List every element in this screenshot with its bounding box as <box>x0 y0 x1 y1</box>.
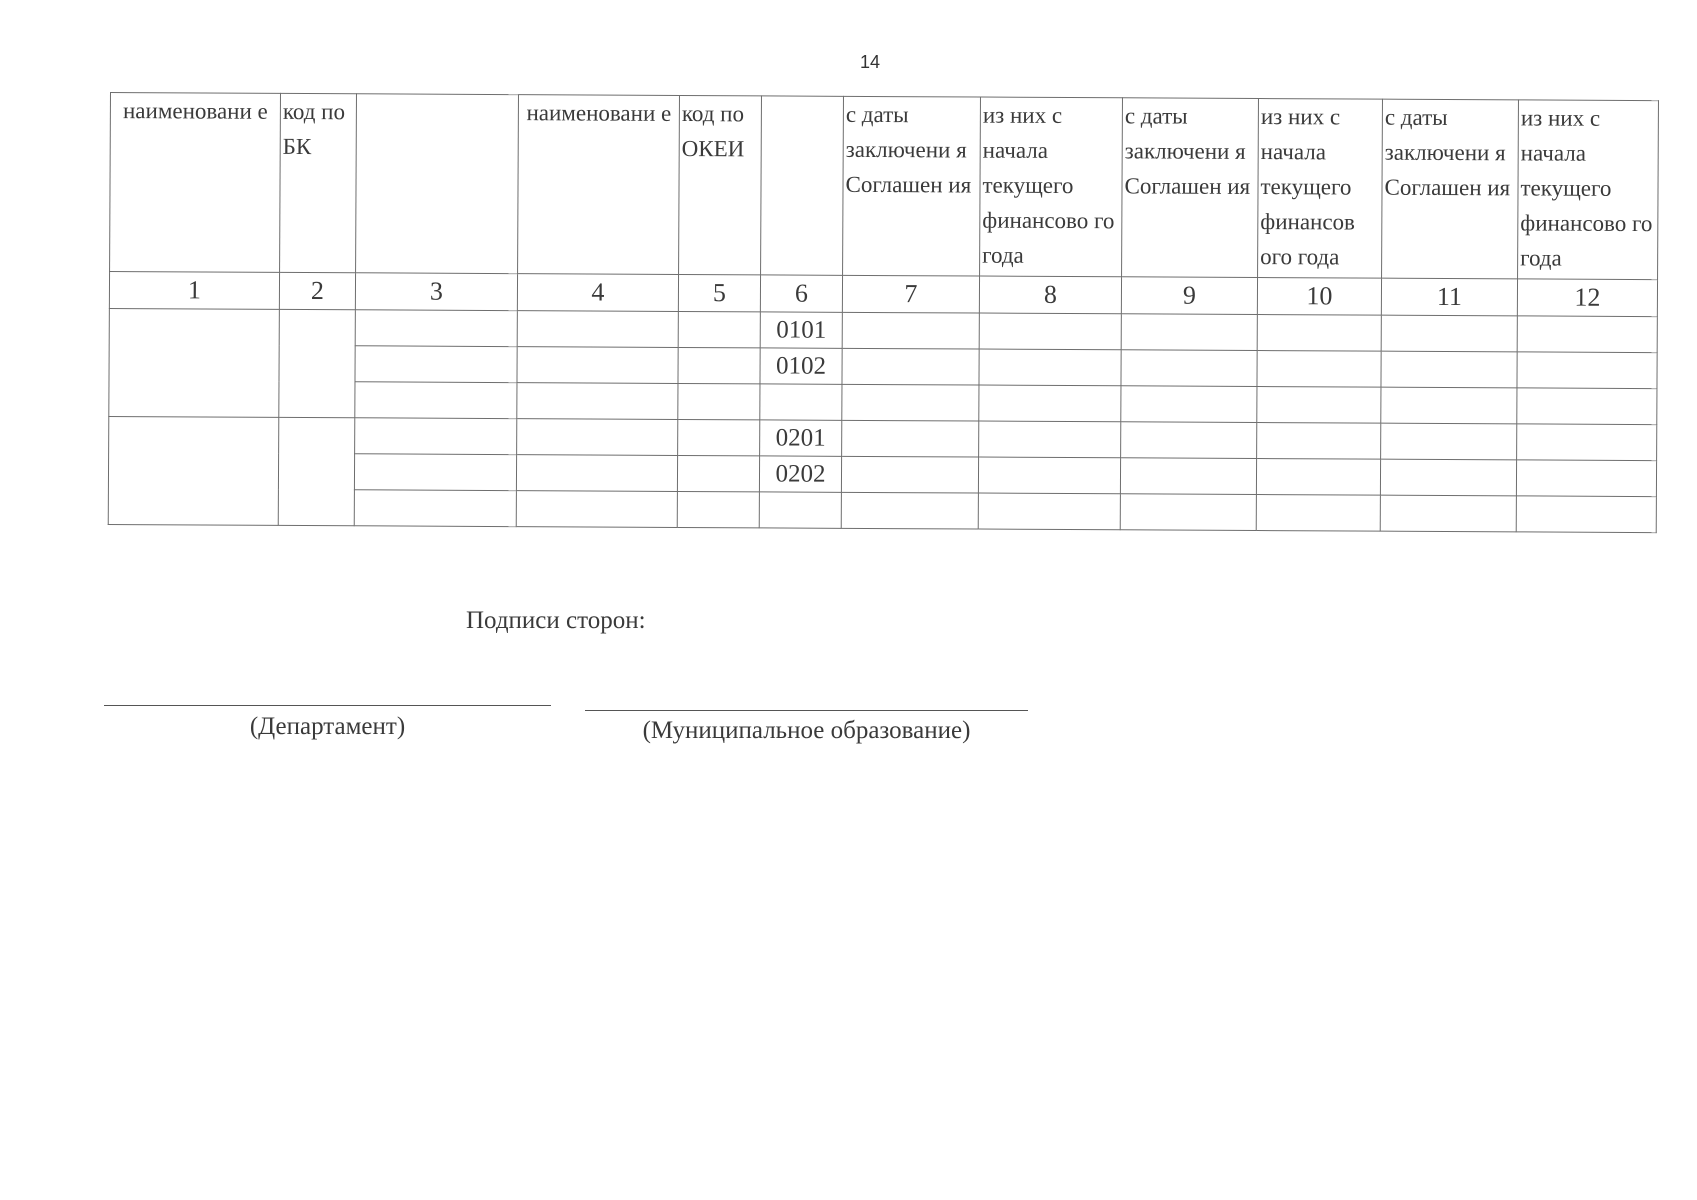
column-number: 12 <box>1517 279 1657 317</box>
table-cell <box>1517 316 1657 353</box>
municipality-signature-line <box>585 710 1028 711</box>
table-cell <box>841 492 978 529</box>
table-cell <box>1380 459 1516 496</box>
table-cell <box>678 419 760 455</box>
table-cell <box>1381 387 1517 424</box>
column-number: 7 <box>842 275 979 313</box>
header-cell: код по БК <box>280 93 357 272</box>
table-cell <box>109 308 280 417</box>
column-number: 3 <box>355 273 517 311</box>
table-cell <box>278 417 355 525</box>
table-cell <box>979 313 1121 350</box>
report-table <box>108 92 1659 533</box>
row-code-cell <box>759 492 841 528</box>
table-row <box>109 308 1657 352</box>
table-cell <box>841 456 978 493</box>
table-cell <box>842 348 979 385</box>
signatures-label: Подписи сторон: <box>466 607 646 634</box>
table-cell <box>1120 494 1256 531</box>
table-cell <box>1121 350 1257 387</box>
row-code-cell: 0201 <box>760 420 842 456</box>
table-cell <box>678 347 760 383</box>
table-cell <box>678 311 760 347</box>
table-cell <box>842 312 979 349</box>
table-cell <box>1380 495 1516 532</box>
table-cell <box>979 385 1121 422</box>
header-cell: наименовани е <box>518 95 680 275</box>
header-cell <box>356 94 519 274</box>
header-cell: из них с начала текущего финансово го года <box>1518 100 1659 280</box>
header-cell: с даты заключени я Соглашен ия <box>843 96 981 276</box>
table-cell <box>516 491 677 528</box>
table-cell <box>1381 423 1517 460</box>
column-number: 4 <box>517 274 678 312</box>
table-cell <box>1516 496 1656 533</box>
header-cell: из них с начала текущего финансово го года <box>980 97 1123 277</box>
table-cell <box>1256 495 1380 532</box>
table-cell <box>842 420 979 457</box>
table-row <box>109 416 1657 460</box>
municipality-caption: (Муниципальное образование) <box>642 717 971 744</box>
header-cell: из них с начала текущего финансов ого года <box>1258 99 1383 279</box>
row-code-cell: 0101 <box>760 312 842 348</box>
table-cell <box>842 384 979 421</box>
header-cell: с даты заключени я Соглашен ия <box>1382 99 1519 279</box>
table-cell <box>1257 387 1381 424</box>
table-cell <box>1257 423 1381 460</box>
table-cell <box>678 383 760 419</box>
table-cell <box>1121 386 1257 423</box>
table-cell <box>279 309 356 417</box>
table-cell <box>108 416 279 525</box>
column-number: 9 <box>1121 277 1257 315</box>
column-number: 2 <box>279 272 355 309</box>
table-cell <box>517 383 678 420</box>
table-cell <box>1121 314 1257 351</box>
table-cell <box>1517 388 1657 425</box>
table-cell <box>979 421 1121 458</box>
table-cell <box>978 493 1120 530</box>
row-code-cell: 0202 <box>759 456 841 492</box>
table-cell <box>1381 315 1517 352</box>
table-cell <box>1381 351 1517 388</box>
column-number: 6 <box>760 275 842 312</box>
table-cell <box>677 491 759 527</box>
table-cell <box>517 419 678 456</box>
header-cell: код по ОКЕИ <box>679 95 762 274</box>
table-cell <box>677 455 759 491</box>
table-cell <box>516 455 677 492</box>
table-cell <box>355 382 517 419</box>
table-cell <box>355 418 517 455</box>
row-code-cell: 0102 <box>760 348 842 384</box>
department-caption: (Департамент) <box>249 713 406 740</box>
table-cell <box>1516 460 1656 497</box>
table-cell <box>354 490 516 527</box>
table-cell <box>979 349 1121 386</box>
column-number: 11 <box>1381 278 1517 316</box>
table-cell <box>354 454 516 491</box>
table-cell <box>1517 424 1657 461</box>
row-code-cell <box>760 384 842 420</box>
header-cell: с даты заключени я Соглашен ия <box>1122 98 1259 278</box>
column-number: 8 <box>979 276 1121 314</box>
table-cell <box>1256 459 1380 496</box>
table-cell <box>1517 352 1657 389</box>
table-cell <box>517 311 678 348</box>
table-cell <box>1121 422 1257 459</box>
column-number: 10 <box>1257 278 1381 316</box>
table-cell <box>517 347 678 384</box>
table-cell <box>1120 458 1256 495</box>
table-header-row <box>110 93 1659 280</box>
table-cell <box>1257 315 1381 352</box>
table-cell <box>978 457 1120 494</box>
department-signature-line <box>104 705 551 706</box>
table-cell <box>1257 351 1381 388</box>
column-number: 1 <box>109 272 279 310</box>
table-cell <box>355 310 517 347</box>
table-cell <box>355 346 517 383</box>
header-cell: наименовани е <box>110 93 281 273</box>
page-number: 14 <box>859 52 881 72</box>
header-cell <box>761 96 844 275</box>
column-number: 5 <box>678 274 760 311</box>
